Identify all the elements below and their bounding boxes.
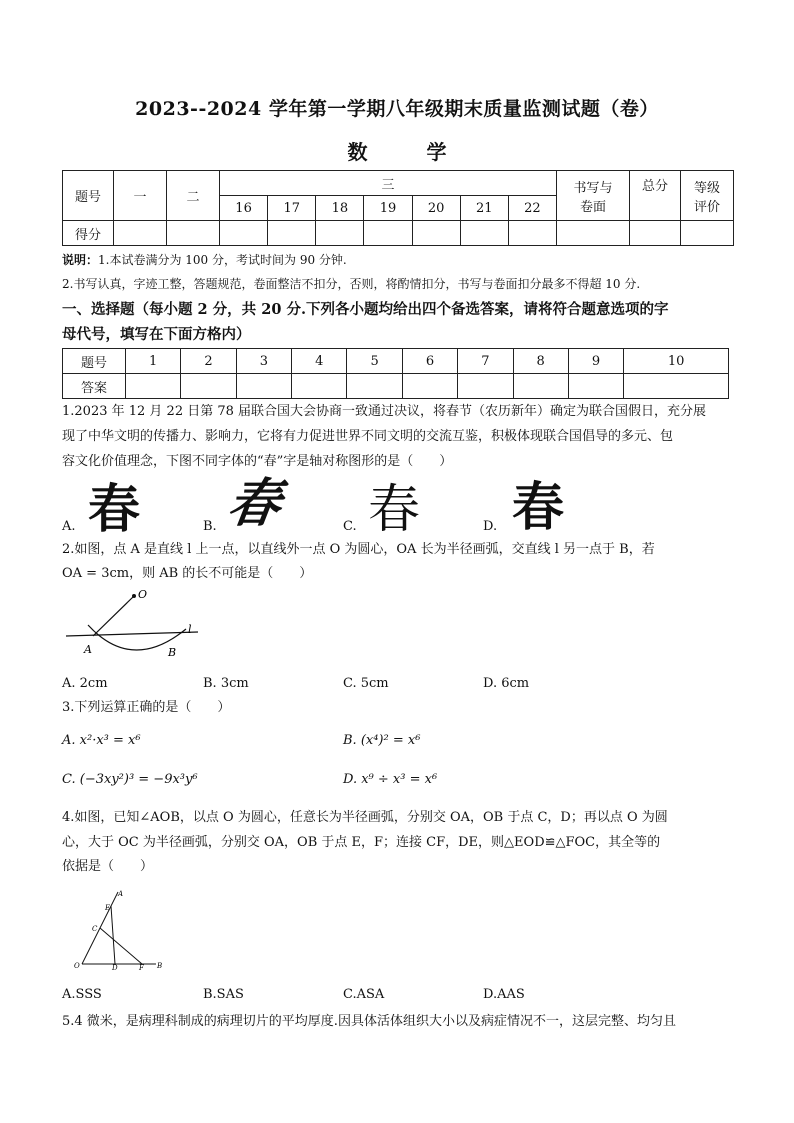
ans-header-tihao: 题号 (63, 349, 126, 374)
answer-cell[interactable] (458, 374, 513, 399)
q1-line-3: 容文化价值理念，下图不同字体的“春”字是轴对称图形的是（ ） (62, 454, 453, 469)
answer-cell[interactable] (347, 374, 402, 399)
q4-line-3: 依据是（ ） (62, 859, 154, 874)
ans-num: 7 (458, 349, 513, 374)
q3-option-b: B. (x⁴)² = x⁶ (343, 733, 421, 748)
score-header-tihao: 题号 (63, 171, 114, 221)
score-cell[interactable] (364, 221, 412, 246)
ans-num: 8 (513, 349, 568, 374)
q5-line-1: 5.4 微米，是病理科制成的病理切片的平均厚度.因具体活体组织大小以及病症情况不一，这层完整、均匀且 (62, 1014, 676, 1029)
score-num-18: 18 (316, 196, 364, 221)
q3-stem: 3.下列运算正确的是（ ） (62, 700, 231, 715)
q4-option-b: B.SAS (203, 987, 244, 1002)
label-o: O (138, 588, 148, 601)
score-num-19: 19 (364, 196, 412, 221)
q2-option-c: C. 5cm (343, 676, 389, 691)
score-cell[interactable] (557, 221, 630, 246)
answer-cell[interactable] (181, 374, 236, 399)
ans-num: 6 (402, 349, 457, 374)
shuxie-bottom: 卷面 (579, 199, 606, 215)
q2-figure (62, 585, 212, 665)
q1-option-a: A. (62, 519, 76, 534)
q4-option-c: C.ASA (343, 987, 385, 1002)
label-d: D (112, 964, 118, 972)
q4-line-2: 心，大于 OC 为半径画弧，分别交 OA，OB 于点 E，F；连接 CF，DE，则△EOD≌△FOC，其全等的 (62, 835, 661, 850)
ans-num: 2 (181, 349, 236, 374)
ans-num: 5 (347, 349, 402, 374)
score-header-zongfen: 总分 (630, 171, 681, 221)
q1-char-d: 春 (512, 477, 565, 538)
label-c: C (92, 925, 98, 933)
point-o (132, 594, 136, 598)
score-row-defen: 得分 (63, 221, 114, 246)
score-header-shuxie (557, 171, 630, 221)
q4-figure (70, 888, 170, 973)
answer-cell[interactable] (513, 374, 568, 399)
label-f: F (139, 964, 144, 972)
score-num-16: 16 (220, 196, 268, 221)
segment-cf (100, 928, 142, 964)
section1-line-2: 母代号，填写在下面方格内） (62, 326, 251, 343)
score-header-er: 二 (167, 171, 220, 221)
score-header-san: 三 (220, 171, 557, 196)
score-cell[interactable] (460, 221, 508, 246)
q4-option-a: A.SSS (62, 987, 102, 1002)
answer-table (62, 348, 729, 399)
q2-line-1: 2.如图，点 A 是直线 l 上一点，以直线外一点 O 为圆心，OA 长为半径画弧，交直线 l 另一点于 B，若 (62, 542, 655, 557)
q1-char-a: 春 (88, 480, 141, 540)
score-cell[interactable] (114, 221, 167, 246)
q2-option-b: B. 3cm (203, 676, 249, 691)
score-cell[interactable] (508, 221, 556, 246)
answer-cell[interactable] (624, 374, 729, 399)
score-num-22: 22 (508, 196, 556, 221)
note-line-2: 2.书写认真，字迹工整，答题规范，卷面整洁不扣分，否则，将酌情扣分，书写与卷面扣分最多不得超 10 分. (62, 277, 641, 291)
score-cell[interactable] (316, 221, 364, 246)
score-num-20: 20 (412, 196, 460, 221)
score-cell[interactable] (412, 221, 460, 246)
exam-title: 2023--2024 学年第一学期八年级期末质量监测试题（卷） (135, 98, 659, 120)
answer-cell[interactable] (292, 374, 347, 399)
label-l: l (188, 623, 192, 636)
answer-cell[interactable] (568, 374, 623, 399)
score-table (62, 170, 734, 246)
label-b: B (157, 962, 163, 970)
q1-line-2: 现了中华文明的传播力、影响力，它将有力促进世界不同文明的交流互鉴，积极体现联合国倡导的多元、包 (62, 429, 674, 444)
score-cell[interactable] (268, 221, 316, 246)
note-line-1 (62, 248, 734, 272)
ans-num: 4 (292, 349, 347, 374)
q3-option-d: D. x⁹ ÷ x³ = x⁶ (343, 772, 438, 787)
q1-char-b: 春 (223, 473, 285, 534)
q3-option-a: A. x²·x³ = x⁶ (62, 733, 141, 748)
score-header-yi: 一 (114, 171, 167, 221)
ans-num: 1 (126, 349, 181, 374)
q2-option-d: D. 6cm (483, 676, 530, 691)
q1-char-c: 春 (368, 480, 421, 540)
label-e: E (105, 904, 111, 912)
q1-line-1: 1.2023 年 12 月 22 日第 78 届联合国大会协商一致通过决议，将春节（农历新年）确定为联合国假日，充分展 (62, 404, 707, 419)
score-num-17: 17 (268, 196, 316, 221)
q2-line-2: OA = 3cm，则 AB 的长不可能是（ ） (62, 566, 313, 581)
q4-line-1: 4.如图，已知∠AOB，以点 O 为圆心，任意长为半径画弧，分别交 OA，OB 于点 C，D；再以点 O 为圆 (62, 810, 668, 825)
score-cell[interactable] (630, 221, 681, 246)
q2-option-a: A. 2cm (62, 676, 108, 691)
label-o: O (74, 962, 80, 970)
answer-cell[interactable] (236, 374, 291, 399)
score-cell[interactable] (681, 221, 734, 246)
section1-line-1: 一、选择题（每小题 2 分，共 20 分.下列各小题均给出四个备选答案，请将符合题意选项的字 (62, 301, 669, 318)
score-num-21: 21 (460, 196, 508, 221)
ans-num: 3 (236, 349, 291, 374)
label-a: A (118, 890, 124, 898)
ans-num: 10 (624, 349, 729, 374)
note-text-1: 1.本试卷满分为 100 分，考试时间为 90 分钟. (98, 253, 347, 267)
label-a: A (84, 643, 92, 656)
segment-oa (93, 596, 134, 636)
ans-num: 9 (568, 349, 623, 374)
label-b: B (168, 646, 177, 659)
dengji-top: 等级 (693, 180, 720, 196)
score-cell[interactable] (167, 221, 220, 246)
answer-cell[interactable] (402, 374, 457, 399)
segment-de (111, 906, 115, 964)
ans-header-daan: 答案 (63, 374, 126, 399)
answer-cell[interactable] (126, 374, 181, 399)
q3-option-c: C. (−3xy²)³ = −9x³y⁶ (62, 772, 198, 787)
subject-title: 数 学 (347, 140, 473, 164)
note-label: 说明： (62, 253, 99, 267)
score-cell[interactable] (220, 221, 268, 246)
q1-option-d: D. (483, 519, 498, 534)
score-header-dengji (681, 171, 734, 221)
q1-option-b: B. (203, 519, 217, 534)
q4-option-d: D.AAS (483, 987, 525, 1002)
shuxie-top: 书写与 (573, 180, 613, 196)
q1-option-c: C. (343, 519, 357, 534)
dengji-bottom: 评价 (693, 199, 720, 215)
